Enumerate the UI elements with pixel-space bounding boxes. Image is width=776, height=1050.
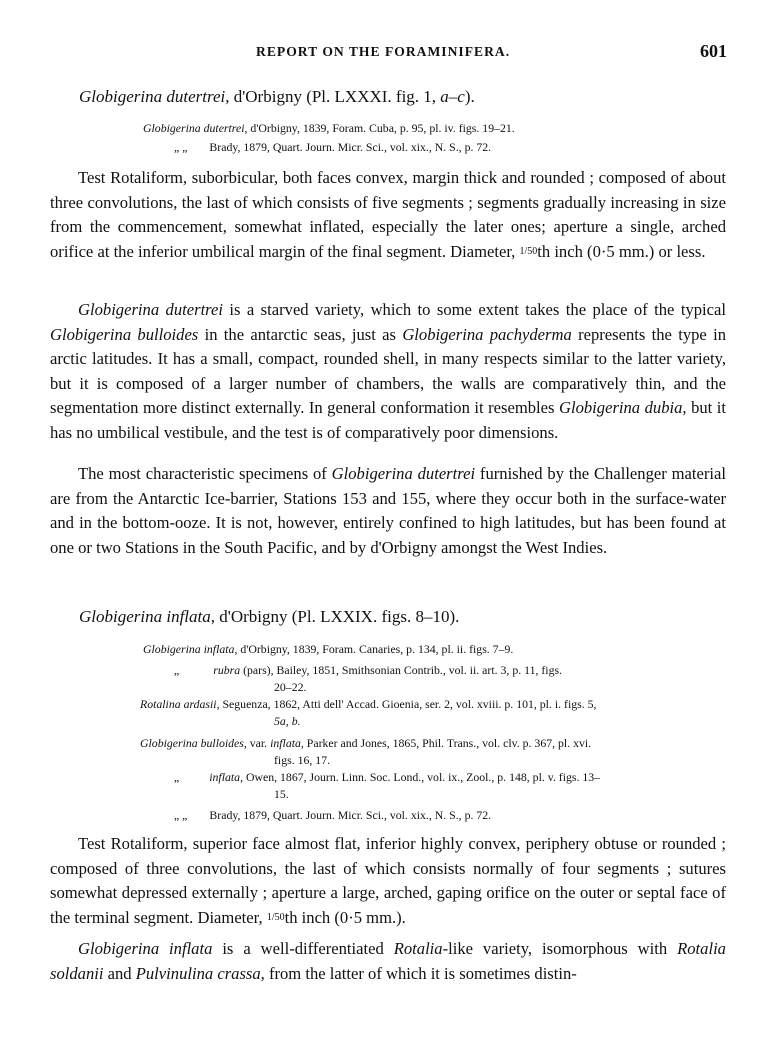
- species-heading-dutertrei: Globigerina dutertrei, d'Orbigny (Pl. LXXXI. fig. 1, a–c).: [79, 87, 475, 106]
- distribution-paragraph: The most characteristic specimens of Globigerina dutertrei furnished by the Challenger material are from the Antarctic Ice-barrier, Stations 153 and 155, where they occur both in the surface-water and in the bottom-ooze. It is not, however, entirely confined to high latitudes, but has been found at one or two Stations in the South Pacific, and by d'Orbigny amongst the West Indies.: [50, 464, 726, 557]
- reference-continuation: 15.: [274, 787, 289, 801]
- running-title: REPORT ON THE FORAMINIFERA.: [256, 44, 511, 59]
- discussion-paragraph: Globigerina dutertrei is a starved variety, which to some extent takes the place of the typical Globigerina bulloides in the antarctic seas, just as Globigerina pachyderma represents the type in arctic latitudes. It has a small, compact, rounded shell, in many respects similar to the latter variety, but it is composed of a larger number of chambers, the walls are comparatively thin, and the segmentation more distinct externally. In general conformation it resembles Globigerina dubia, but it has no umbilical vestibule, and the test is of comparatively poor dimensions.: [50, 300, 726, 442]
- page-number: 601: [700, 41, 727, 61]
- reference-entry: „ „ Brady, 1879, Quart. Journ. Micr. Sci., vol. xix., N. S., p. 72.: [174, 140, 492, 154]
- reference-entry: Globigerina inflata, d'Orbigny, 1839, Foram. Canaries, p. 134, pl. ii. figs. 7–9.: [143, 642, 514, 656]
- fraction: 1/50: [266, 911, 285, 923]
- reference-entry: Rotalina ardasii, Seguenza, 1862, Atti dell' Accad. Gioenia, ser. 2, vol. xviii. p. 101, pl. i. figs. 5,: [140, 697, 597, 711]
- species-description: Test Rotaliform, superior face almost flat, inferior highly convex, periphery obtuse or rounded ; composed of three convolutions, the last of which consists normally of four segments ; sutures somewhat depressed externally ; aperture a large, arched, gaping orifice on the outer or septal face of the terminal segment. Diameter, 1/50th inch (0·5 mm.).: [50, 834, 726, 927]
- reference-entry: „ rubra (pars), Bailey, 1851, Smithsonian Contrib., vol. ii. art. 3, p. 11, figs.: [174, 663, 563, 677]
- reference-continuation: 20–22.: [274, 680, 307, 694]
- species-description: Test Rotaliform, suborbicular, both faces convex, margin thick and rounded ; composed of about three convolutions, the last of which consists of five segments ; segments gradually increasing in size from the commencement, somewhat inflated, especially the later ones; aperture a single, arched orifice at the inferior umbilical margin of the final segment. Diameter, 1/50th inch (0·5 mm.) or less.: [50, 168, 726, 261]
- species-heading-inflata: Globigerina inflata, d'Orbigny (Pl. LXXIX. figs. 8–10).: [79, 607, 460, 626]
- reference-continuation: figs. 16, 17.: [274, 753, 331, 767]
- reference-entry: „ inflata, Owen, 1867, Journ. Linn. Soc. Lond., vol. ix., Zool., p. 148, pl. v. figs. 13–: [174, 770, 601, 784]
- reference-entry: Globigerina bulloides, var. inflata, Parker and Jones, 1865, Phil. Trans., vol. clv. p. 367, pl. xvi.: [140, 736, 592, 750]
- reference-entry: „ „ Brady, 1879, Quart. Journ. Micr. Sci., vol. xix., N. S., p. 72.: [174, 808, 492, 822]
- reference-entry: Globigerina dutertrei, d'Orbigny, 1839, Foram. Cuba, p. 95, pl. iv. figs. 19–21.: [143, 121, 515, 135]
- fraction: 1/50: [519, 245, 538, 257]
- reference-continuation: 5a, b.: [274, 714, 301, 728]
- discussion-paragraph: Globigerina inflata is a well-differentiated Rotalia-like variety, isomorphous with Rotalia soldanii and Pulvinulina crassa, from the latter of which it is sometimes distin-: [50, 939, 726, 983]
